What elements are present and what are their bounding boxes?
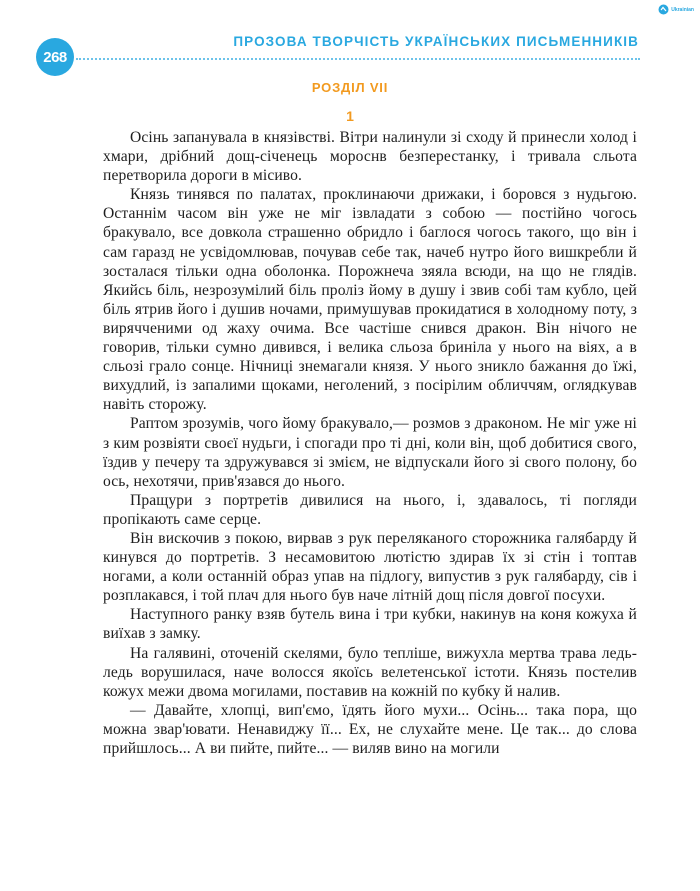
chapter-heading: РОЗДІЛ VII xyxy=(311,80,389,95)
running-title: ПРОЗОВА ТВОРЧІСТЬ УКРАЇНСЬКИХ ПИСЬМЕННИКІВ xyxy=(233,34,639,49)
section-number: 1 xyxy=(346,108,354,124)
text-body xyxy=(103,128,637,758)
paragraph: Пращури з портретів дивилися на нього, і, здавалось, ті погляди пропікають саме серце. xyxy=(103,491,637,528)
paragraph: Наступного ранку взяв бутель вина і три кубки, накинув на коня кожуха й виїхав з замку. xyxy=(103,606,637,643)
paragraph: Князь тинявся по палатах, проклинаючи дрижаки, і боровся з нудьгою. Останнім часом він уже не міг ізвладати з собою — постійно чогось бракувало, все довкола страшенно обридло і баглося чогось такого, що він і сам гаразд не усвідомлював, почував себе так, начеб нутро його вишкребли й зосталася тільки одна оболонка. Порожнеча зяяла всюди, на що не глядів. Якийсь біль, незрозумілий біль проліз йому в душу і звив собі там кубло, цей біль ятрив його і душив ночами, примушував прокидатися в холодному поту, з вирячченими од жаху очима. Все частіше снився дракон. Він нічого не говорив, тільки сумно дивився, і велика сльоза бриніла у нього на віях, а в сльозі грало сонце. Нічниці знемагали князя. У нього зникло бажання до їжі, вихудлий, із запалими щоками, неголений, з посірілим обличчям, оглядкував навіть сторожу. xyxy=(103,186,637,414)
page-number: 268 xyxy=(43,48,67,66)
header-dotted-rule xyxy=(76,58,640,60)
paragraph: Осінь запанувала в князівстві. Вітри налинули зі сходу й принесли холод і хмари, дрібний дощ-січенець мороснв безперестанку, і тривала сльота перетворила дороги в місиво. xyxy=(103,129,637,185)
publisher-logo-text: Ukrainian xyxy=(671,6,694,13)
publisher-logo-icon xyxy=(658,4,669,15)
paragraph: На галявині, оточеній скелями, було тепліше, вижухла мертва трава ледь-ледь ворушилася, наче волосся якоїсь велетенської істоти. Князь постелив кожух межи двома могилами, поставив на кожній по кубку й налив. xyxy=(103,644,637,700)
paragraph: Він вискочив з покою, вирвав з рук переляканого сторожника галябарду й кинувся до портретів. З несамовитою лютістю здирав їх зі стін і топтав ногами, а коли останній образ упав на підлогу, випустив з рук галябарду, сів і розплакався, і той плач для нього був наче літній дощ після довгої посухи. xyxy=(103,529,637,605)
paragraph: Раптом зрозумів, чого йому бракувало,— розмов з драконом. Не міг уже ні з ким розвіяти своєї нудьги, і спогади про ті дні, коли він, щоб добитися свого, їздив у печеру та здружувався зі змієм, не відпускали його зі свого полону, бо ось, нехотячи, прив'язався до нього. xyxy=(103,415,637,490)
page-number-badge xyxy=(36,38,74,76)
publisher-logo xyxy=(658,4,694,15)
paragraph: — Давайте, хлопці, вип'ємо, їдять його мухи... Осінь... така пора, що можна звар'ювати. Ненавиджу її... Ех, не слухайте мене. Це так... до слова прийшлось... А ви пийте, пийте... — виляв вино на могили xyxy=(103,701,637,757)
